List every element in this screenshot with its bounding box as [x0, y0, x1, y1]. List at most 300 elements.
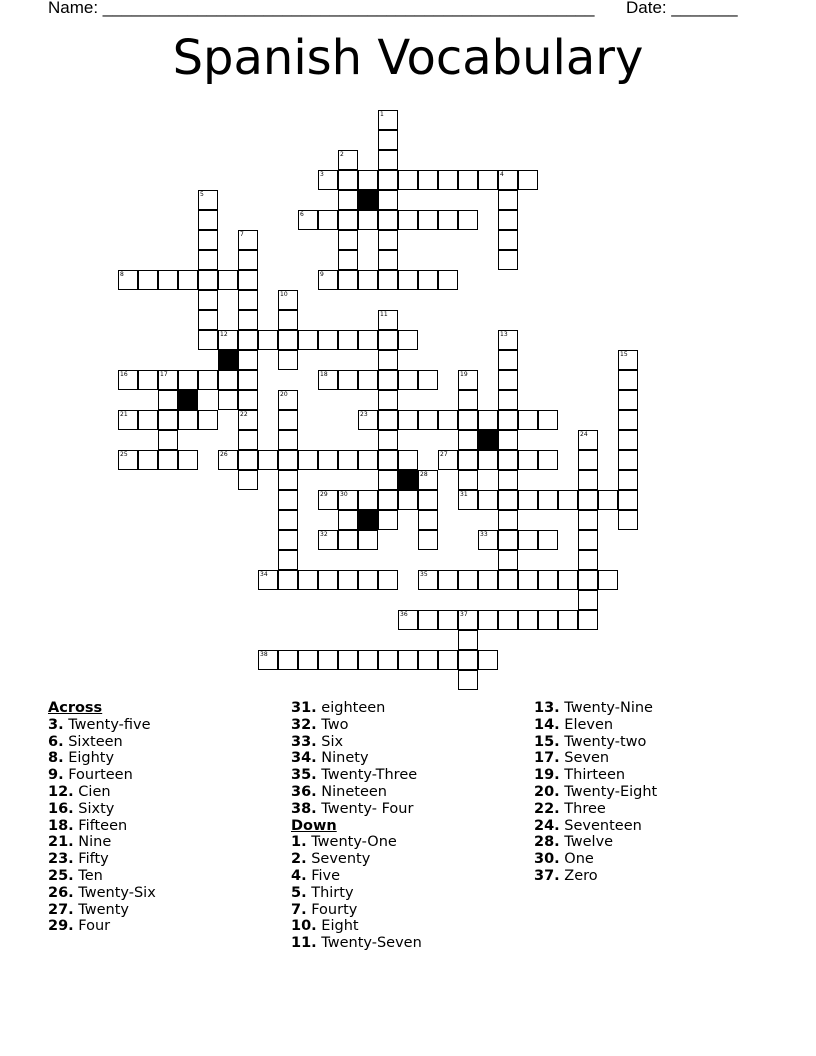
grid-cell[interactable] [578, 590, 598, 610]
grid-cell[interactable] [478, 570, 498, 590]
grid-cell[interactable] [498, 230, 518, 250]
grid-cell[interactable] [298, 570, 318, 590]
grid-cell[interactable] [558, 570, 578, 590]
grid-cell[interactable] [278, 550, 298, 570]
grid-cell[interactable] [538, 610, 558, 630]
grid-cell[interactable] [298, 650, 318, 670]
grid-cell[interactable] [438, 570, 458, 590]
grid-cell[interactable] [318, 650, 338, 670]
grid-cell[interactable] [518, 170, 538, 190]
grid-cell[interactable] [258, 330, 278, 350]
clue-text: Seventy [311, 851, 371, 868]
grid-block [178, 390, 198, 410]
grid-cell[interactable] [378, 490, 398, 510]
grid-cell[interactable] [418, 270, 438, 290]
grid-cell[interactable] [238, 290, 258, 310]
grid-cell[interactable] [598, 490, 618, 510]
grid-cell[interactable] [618, 470, 638, 490]
grid-cell[interactable] [298, 450, 318, 470]
grid-cell[interactable] [498, 610, 518, 630]
grid-cell[interactable] [618, 430, 638, 450]
grid-cell[interactable] [378, 270, 398, 290]
grid-cell[interactable] [538, 570, 558, 590]
grid-cell[interactable] [398, 410, 418, 430]
grid-cell[interactable] [238, 390, 258, 410]
clue-number: 34 [260, 571, 268, 578]
grid-cell[interactable] [578, 470, 598, 490]
grid-cell[interactable] [318, 490, 338, 510]
clue-item [48, 784, 156, 801]
grid-cell[interactable] [198, 410, 218, 430]
grid-cell[interactable] [378, 130, 398, 150]
grid-cell[interactable] [478, 410, 498, 430]
grid-cell[interactable] [318, 450, 338, 470]
grid-cell[interactable] [258, 570, 278, 590]
grid-cell[interactable] [498, 170, 518, 190]
grid-cell[interactable] [218, 370, 238, 390]
grid-cell[interactable] [358, 490, 378, 510]
grid-cell[interactable] [578, 550, 598, 570]
grid-cell[interactable] [318, 270, 338, 290]
clue-text: Seventeen [564, 817, 642, 834]
grid-cell[interactable] [498, 450, 518, 470]
clue-number-label: 4. [291, 867, 307, 884]
name-field-label[interactable]: Name: ____________________________________________________ [48, 0, 595, 17]
clue-number-label: 2. [291, 851, 307, 868]
grid-cell[interactable] [338, 510, 358, 530]
grid-cell[interactable] [378, 450, 398, 470]
grid-cell[interactable] [418, 410, 438, 430]
grid-cell[interactable] [618, 490, 638, 510]
grid-cell[interactable] [618, 370, 638, 390]
clue-item [534, 834, 657, 851]
clue-number: 10 [280, 291, 288, 298]
clue-number-label: 34. [291, 750, 317, 767]
grid-cell[interactable] [478, 170, 498, 190]
grid-cell[interactable] [378, 150, 398, 170]
clue-number-label: 29. [48, 918, 74, 935]
grid-cell[interactable] [198, 250, 218, 270]
grid-cell[interactable] [438, 610, 458, 630]
grid-cell[interactable] [238, 350, 258, 370]
grid-cell[interactable] [378, 110, 398, 130]
grid-cell[interactable] [178, 450, 198, 470]
grid-cell[interactable] [278, 510, 298, 530]
grid-cell[interactable] [138, 270, 158, 290]
clue-number: 8 [120, 271, 124, 278]
grid-cell[interactable] [338, 270, 358, 290]
clue-text: Cien [78, 783, 111, 800]
grid-cell[interactable] [198, 290, 218, 310]
grid-cell[interactable] [458, 570, 478, 590]
grid-cell[interactable] [418, 470, 438, 490]
grid-cell[interactable] [438, 270, 458, 290]
grid-cell[interactable] [498, 570, 518, 590]
grid-cell[interactable] [538, 450, 558, 470]
grid-cell[interactable] [378, 350, 398, 370]
clue-number: 31 [460, 491, 468, 498]
grid-cell[interactable] [378, 410, 398, 430]
grid-cell[interactable] [458, 610, 478, 630]
grid-cell[interactable] [358, 410, 378, 430]
grid-cell[interactable] [498, 390, 518, 410]
clue-number: 23 [360, 411, 368, 418]
grid-cell[interactable] [378, 190, 398, 210]
grid-cell[interactable] [118, 270, 138, 290]
grid-cell[interactable] [418, 650, 438, 670]
grid-cell[interactable] [338, 170, 358, 190]
grid-cell[interactable] [158, 410, 178, 430]
clue-number-label: 35. [291, 767, 317, 784]
grid-cell[interactable] [338, 210, 358, 230]
clue-text: Thirty [311, 884, 354, 901]
grid-cell[interactable] [338, 230, 358, 250]
grid-cell[interactable] [278, 570, 298, 590]
grid-cell[interactable] [238, 270, 258, 290]
grid-cell[interactable] [618, 350, 638, 370]
grid-cell[interactable] [458, 390, 478, 410]
clue-number: 20 [280, 391, 288, 398]
grid-cell[interactable] [278, 450, 298, 470]
grid-cell[interactable] [378, 570, 398, 590]
grid-cell[interactable] [378, 370, 398, 390]
clue-item [291, 801, 422, 818]
grid-cell[interactable] [618, 390, 638, 410]
clue-item [534, 801, 657, 818]
clue-text: Ninety [321, 750, 369, 767]
grid-cell[interactable] [458, 370, 478, 390]
grid-cell[interactable] [118, 370, 138, 390]
grid-cell[interactable] [578, 490, 598, 510]
grid-cell[interactable] [398, 610, 418, 630]
clue-text: Seven [564, 750, 610, 767]
clue-text: Fourteen [68, 767, 133, 784]
grid-cell[interactable] [498, 430, 518, 450]
grid-cell[interactable] [418, 570, 438, 590]
grid-cell[interactable] [538, 490, 558, 510]
grid-cell[interactable] [578, 430, 598, 450]
grid-cell[interactable] [158, 390, 178, 410]
grid-cell[interactable] [198, 190, 218, 210]
grid-cell[interactable] [338, 490, 358, 510]
grid-cell[interactable] [418, 490, 438, 510]
grid-cell[interactable] [498, 190, 518, 210]
clue-number-label: 24. [534, 817, 560, 834]
grid-cell[interactable] [358, 330, 378, 350]
clue-column-2 [291, 700, 422, 952]
grid-cell[interactable] [378, 470, 398, 490]
grid-cell[interactable] [458, 430, 478, 450]
grid-cell[interactable] [278, 310, 298, 330]
grid-cell[interactable] [398, 330, 418, 350]
grid-cell[interactable] [338, 150, 358, 170]
grid-cell[interactable] [418, 370, 438, 390]
grid-cell[interactable] [318, 570, 338, 590]
grid-cell[interactable] [358, 530, 378, 550]
clue-text: Fourty [311, 901, 358, 918]
grid-cell[interactable] [358, 650, 378, 670]
grid-cell[interactable] [378, 650, 398, 670]
grid-cell[interactable] [498, 250, 518, 270]
grid-cell[interactable] [498, 490, 518, 510]
grid-cell[interactable] [158, 450, 178, 470]
clue-number: 32 [320, 531, 328, 538]
grid-cell[interactable] [198, 270, 218, 290]
grid-cell[interactable] [538, 530, 558, 550]
clue-number-label: 23. [48, 851, 74, 868]
clue-number-label: 9. [48, 767, 64, 784]
grid-cell[interactable] [338, 190, 358, 210]
grid-cell[interactable] [458, 450, 478, 470]
grid-cell[interactable] [278, 350, 298, 370]
grid-cell[interactable] [458, 650, 478, 670]
clue-item [534, 717, 657, 734]
clue-number-label: 22. [534, 800, 560, 817]
grid-cell[interactable] [458, 490, 478, 510]
clue-text: Nine [78, 834, 112, 851]
grid-cell[interactable] [458, 630, 478, 650]
grid-cell[interactable] [498, 530, 518, 550]
grid-cell[interactable] [198, 230, 218, 250]
clue-text: Fifty [78, 851, 109, 868]
grid-cell[interactable] [178, 370, 198, 390]
grid-cell[interactable] [278, 650, 298, 670]
grid-cell[interactable] [518, 530, 538, 550]
clue-number: 2 [340, 151, 344, 158]
grid-cell[interactable] [278, 410, 298, 430]
grid-cell[interactable] [438, 210, 458, 230]
grid-cell[interactable] [338, 250, 358, 270]
grid-cell[interactable] [558, 610, 578, 630]
grid-cell[interactable] [478, 450, 498, 470]
grid-cell[interactable] [458, 670, 478, 690]
grid-cell[interactable] [138, 410, 158, 430]
grid-cell[interactable] [158, 370, 178, 390]
grid-cell[interactable] [418, 210, 438, 230]
grid-cell[interactable] [258, 450, 278, 470]
grid-cell[interactable] [378, 170, 398, 190]
grid-cell[interactable] [598, 570, 618, 590]
grid-cell[interactable] [618, 410, 638, 430]
grid-cell[interactable] [438, 450, 458, 470]
grid-cell[interactable] [498, 470, 518, 490]
grid-cell[interactable] [618, 510, 638, 530]
grid-cell[interactable] [378, 330, 398, 350]
grid-cell[interactable] [278, 390, 298, 410]
grid-cell[interactable] [158, 270, 178, 290]
grid-cell[interactable] [378, 210, 398, 230]
grid-cell[interactable] [338, 450, 358, 470]
grid-cell[interactable] [578, 510, 598, 530]
grid-cell[interactable] [458, 410, 478, 430]
clue-number: 4 [500, 171, 504, 178]
grid-cell[interactable] [278, 290, 298, 310]
grid-cell[interactable] [358, 270, 378, 290]
grid-cell[interactable] [398, 170, 418, 190]
grid-cell[interactable] [278, 330, 298, 350]
grid-cell[interactable] [218, 270, 238, 290]
grid-cell[interactable] [338, 370, 358, 390]
grid-cell[interactable] [458, 470, 478, 490]
grid-cell[interactable] [558, 490, 578, 510]
grid-cell[interactable] [358, 170, 378, 190]
clue-item [291, 902, 422, 919]
clue-number-label: 26. [48, 884, 74, 901]
grid-cell[interactable] [498, 370, 518, 390]
grid-cell[interactable] [378, 310, 398, 330]
grid-cell[interactable] [238, 430, 258, 450]
grid-cell[interactable] [278, 490, 298, 510]
clue-number-label: 28. [534, 834, 560, 851]
grid-cell[interactable] [238, 410, 258, 430]
grid-cell[interactable] [478, 530, 498, 550]
grid-cell[interactable] [418, 170, 438, 190]
grid-cell[interactable] [218, 390, 238, 410]
grid-cell[interactable] [358, 370, 378, 390]
grid-cell[interactable] [218, 450, 238, 470]
clue-number: 22 [240, 411, 248, 418]
grid-cell[interactable] [238, 450, 258, 470]
grid-cell[interactable] [118, 410, 138, 430]
clue-number-label: 37. [534, 867, 560, 884]
grid-cell[interactable] [198, 330, 218, 350]
grid-cell[interactable] [198, 310, 218, 330]
grid-cell[interactable] [398, 210, 418, 230]
grid-cell[interactable] [238, 370, 258, 390]
grid-cell[interactable] [318, 330, 338, 350]
grid-cell[interactable] [498, 410, 518, 430]
grid-cell[interactable] [318, 210, 338, 230]
grid-cell[interactable] [458, 170, 478, 190]
grid-cell[interactable] [238, 230, 258, 250]
grid-cell[interactable] [438, 650, 458, 670]
clue-number: 19 [460, 371, 468, 378]
grid-cell[interactable] [138, 370, 158, 390]
grid-cell[interactable] [578, 530, 598, 550]
clue-number: 7 [240, 231, 244, 238]
grid-cell[interactable] [458, 210, 478, 230]
grid-cell[interactable] [278, 470, 298, 490]
grid-cell[interactable] [258, 650, 278, 670]
grid-cell[interactable] [518, 490, 538, 510]
clue-number: 26 [220, 451, 228, 458]
grid-cell[interactable] [178, 410, 198, 430]
clue-text: Eleven [564, 716, 614, 733]
grid-cell[interactable] [618, 450, 638, 470]
clue-number: 38 [260, 651, 268, 658]
grid-cell[interactable] [418, 610, 438, 630]
grid-cell[interactable] [418, 510, 438, 530]
grid-cell[interactable] [378, 510, 398, 530]
grid-cell[interactable] [378, 250, 398, 270]
grid-cell[interactable] [478, 610, 498, 630]
grid-cell[interactable] [338, 530, 358, 550]
grid-cell[interactable] [238, 310, 258, 330]
grid-cell[interactable] [238, 330, 258, 350]
grid-cell[interactable] [398, 370, 418, 390]
grid-cell[interactable] [398, 270, 418, 290]
grid-cell[interactable] [318, 370, 338, 390]
grid-cell[interactable] [118, 450, 138, 470]
grid-cell[interactable] [138, 450, 158, 470]
grid-cell[interactable] [438, 410, 458, 430]
grid-cell[interactable] [378, 230, 398, 250]
clue-text: Twenty-Nine [564, 700, 653, 716]
clue-number: 37 [460, 611, 468, 618]
date-field-label[interactable]: Date: _______ [626, 0, 738, 17]
grid-cell[interactable] [378, 390, 398, 410]
grid-cell[interactable] [318, 530, 338, 550]
grid-cell[interactable] [578, 570, 598, 590]
grid-cell[interactable] [358, 210, 378, 230]
clue-text: Twenty-Six [78, 884, 156, 901]
grid-cell[interactable] [518, 570, 538, 590]
grid-cell[interactable] [478, 650, 498, 670]
grid-block [478, 430, 498, 450]
grid-cell[interactable] [538, 410, 558, 430]
grid-cell[interactable] [218, 330, 238, 350]
grid-cell[interactable] [398, 490, 418, 510]
grid-cell[interactable] [358, 570, 378, 590]
clue-text: Twenty-Eight [564, 783, 658, 800]
grid-cell[interactable] [498, 330, 518, 350]
grid-cell[interactable] [278, 530, 298, 550]
grid-cell[interactable] [238, 250, 258, 270]
grid-cell[interactable] [418, 530, 438, 550]
grid-cell[interactable] [298, 210, 318, 230]
clue-text: Twenty- Four [321, 800, 414, 817]
grid-cell[interactable] [318, 170, 338, 190]
grid-cell[interactable] [278, 430, 298, 450]
grid-cell[interactable] [438, 170, 458, 190]
grid-cell[interactable] [518, 410, 538, 430]
grid-cell[interactable] [298, 330, 318, 350]
clue-item [291, 717, 422, 734]
grid-cell[interactable] [578, 450, 598, 470]
clue-number-label: 27. [48, 901, 74, 918]
clue-item [48, 834, 156, 851]
grid-cell[interactable] [498, 350, 518, 370]
clue-text: Three [564, 800, 606, 817]
grid-cell[interactable] [518, 450, 538, 470]
grid-cell[interactable] [378, 430, 398, 450]
grid-cell[interactable] [498, 510, 518, 530]
grid-cell[interactable] [338, 650, 358, 670]
grid-cell[interactable] [338, 330, 358, 350]
clue-number: 36 [400, 611, 408, 618]
grid-cell[interactable] [398, 450, 418, 470]
grid-cell[interactable] [478, 490, 498, 510]
grid-cell[interactable] [578, 610, 598, 630]
grid-cell[interactable] [198, 370, 218, 390]
clue-item [291, 851, 422, 868]
grid-cell[interactable] [358, 450, 378, 470]
grid-cell[interactable] [338, 570, 358, 590]
clue-text: Twenty-two [564, 733, 647, 750]
clue-number-label: 11. [291, 935, 317, 952]
clue-number-label: 19. [534, 767, 560, 784]
grid-cell[interactable] [498, 550, 518, 570]
clue-number: 35 [420, 571, 428, 578]
clue-item [291, 918, 422, 935]
grid-cell[interactable] [398, 650, 418, 670]
grid-cell[interactable] [158, 430, 178, 450]
grid-cell[interactable] [198, 210, 218, 230]
grid-cell[interactable] [518, 610, 538, 630]
grid-cell[interactable] [238, 470, 258, 490]
grid-cell[interactable] [498, 210, 518, 230]
grid-cell[interactable] [178, 270, 198, 290]
